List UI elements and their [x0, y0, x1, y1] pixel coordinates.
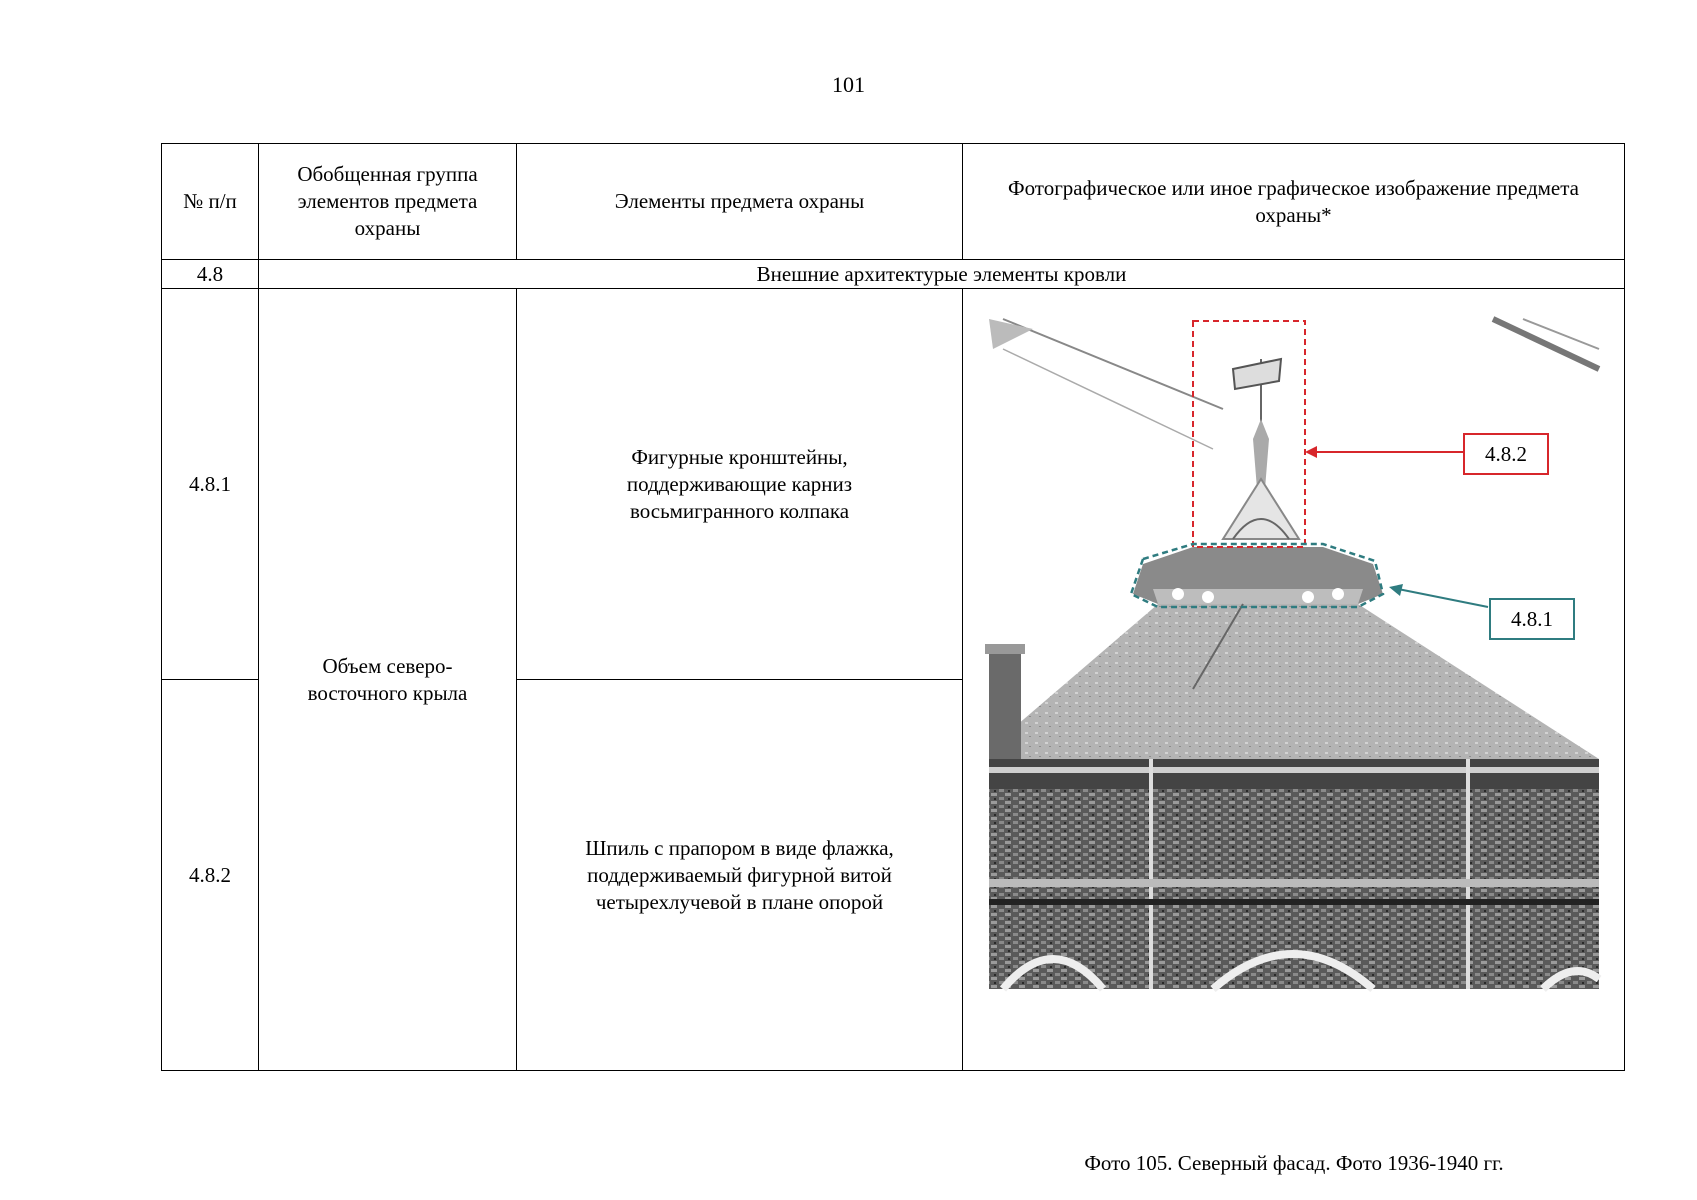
- row-num: 4.8.2: [162, 680, 259, 1071]
- photo-figure: [963, 289, 1625, 1071]
- table-header-row: [162, 144, 1625, 260]
- header-elements: Элементы предмета охраны: [517, 144, 963, 260]
- section-title: Внешние архитектурые элементы кровли: [259, 260, 1625, 289]
- header-image: Фотографическое или иное графическое изображение предмета охраны*: [963, 144, 1625, 260]
- section-num: 4.8: [162, 260, 259, 289]
- callout-4-8-1: 4.8.1: [1489, 598, 1575, 640]
- row-element: Шпиль с прапором в виде флажка, поддерживаемый фигурной витой четырехлучевой в плане опорой: [517, 680, 963, 1071]
- photo-caption: Фото 105. Северный фасад. Фото 1936-1940 гг.: [1084, 1151, 1504, 1175]
- section-row: [162, 260, 1625, 289]
- header-num: № п/п: [162, 144, 259, 260]
- photo-cell: [963, 289, 1625, 1175]
- callout-4-8-2: 4.8.2: [1463, 433, 1549, 475]
- header-group: Обобщенная группа элементов предмета охраны: [259, 144, 517, 260]
- row-num: 4.8.1: [162, 289, 259, 680]
- building-photo: [963, 289, 1625, 1071]
- group-label: Объем северо-восточного крыла: [259, 289, 517, 1071]
- row-element: Фигурные кронштейны, поддерживающие карниз восьмигранного колпака: [517, 289, 963, 680]
- protection-table: [161, 143, 1625, 1175]
- table-row: [162, 289, 1625, 680]
- page-number: 101: [832, 72, 865, 97]
